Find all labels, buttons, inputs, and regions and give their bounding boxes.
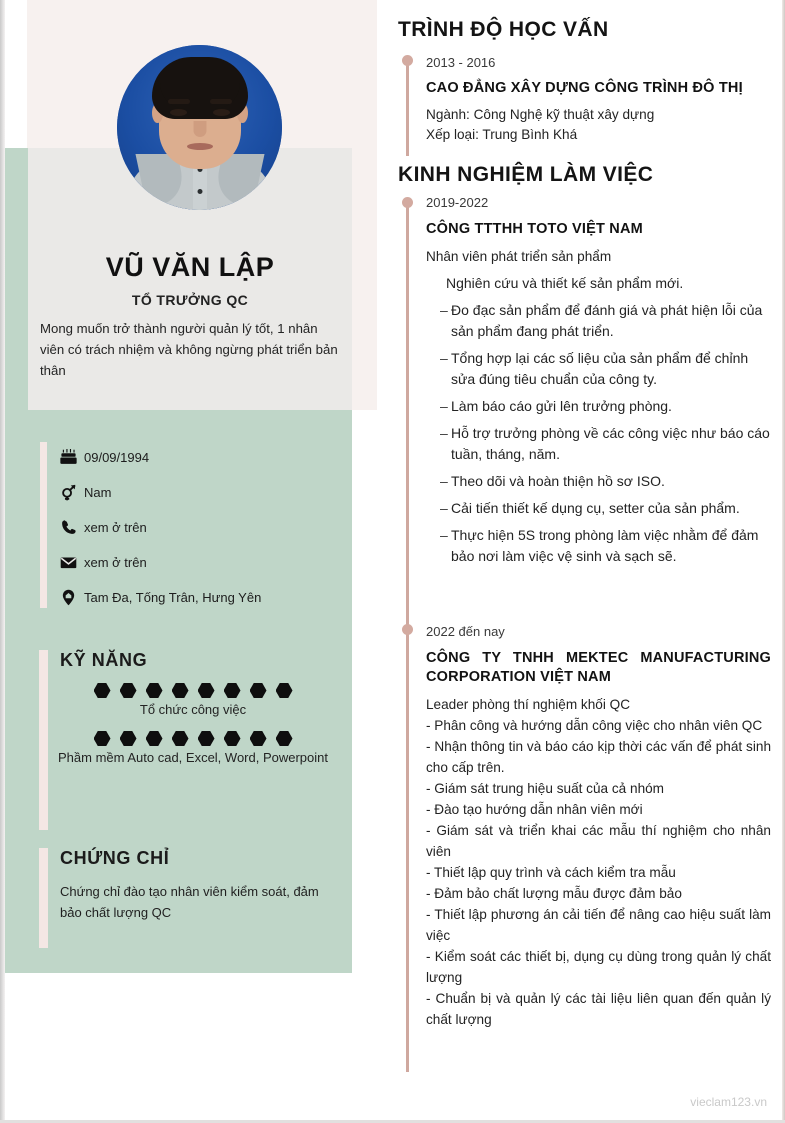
- job-bullet-text: - Giám sát trung hiệu suất của cả nhóm: [426, 781, 665, 796]
- rating-dot: [94, 731, 111, 746]
- rating-dot: [198, 683, 215, 698]
- rating-dot: [120, 683, 137, 698]
- job-company: CÔNG TTTHH TOTO VIỆT NAM: [426, 221, 643, 237]
- job-bullet-text: Thực hiện 5S trong phòng làm việc nhằm để đảm bảo nơi làm việc vệ sinh và sạch sẽ.: [451, 527, 759, 564]
- rating-dot: [276, 683, 293, 698]
- education-major: Ngành: Công Nghệ kỹ thuật xây dựng: [426, 107, 655, 122]
- contact-row-address: [40, 580, 340, 615]
- skills-heading: KỸ NĂNG: [60, 650, 148, 670]
- skill-label: Tổ chức công việc: [139, 702, 247, 717]
- skill-rating-software: [30, 719, 342, 748]
- phone-icon: [56, 519, 80, 536]
- certificate-heading: CHỨNG CHỈ: [60, 848, 170, 868]
- job-bullet: – Thực hiện 5S trong phòng làm việc nhằm để đảm bảo nơi làm việc vệ sinh và sạch sẽ.: [426, 525, 771, 567]
- job-company: CÔNG TY TNHH MEKTEC MANUFACTURING CORPORATION VIỆT NAM: [426, 650, 771, 685]
- job-bullet-text: - Thiết lập phương án cải tiến để nâng cao hiệu suất làm việc: [426, 907, 771, 943]
- job-bullet-text: Làm báo cáo gửi lên trưởng phòng.: [451, 398, 672, 414]
- watermark: vieclam123.vn: [690, 1095, 767, 1109]
- job-bullet: – Đo đạc sản phẩm để đánh giá và phát hiện lỗi của sản phẩm đang phát triển.: [426, 300, 771, 342]
- rating-dot: [146, 683, 163, 698]
- certificate-text: Chứng chỉ đào tạo nhân viên kiểm soát, đảm bảo chất lượng QC: [60, 884, 319, 920]
- gender-icon: [56, 484, 80, 501]
- job-position: Nhân viên phát triển sản phẩm: [426, 249, 612, 264]
- birthday-cake-icon: [56, 449, 80, 466]
- education-timeline-line: [406, 58, 409, 156]
- candidate-name: VŨ VĂN LẬP: [105, 252, 275, 282]
- rating-dot: [94, 683, 111, 698]
- job-period: 2019-2022: [426, 195, 489, 210]
- job-bullet-text: Tổng hợp lại các số liệu của sản phẩm để chỉnh sửa đúng tiêu chuẩn của công ty.: [451, 350, 749, 387]
- envelope-icon: [56, 554, 80, 571]
- education-timeline-dot: [402, 55, 413, 66]
- job-bullet-text: - Chuẩn bị và quản lý các tài liệu liên quan đến quản lý chất lượng: [426, 991, 771, 1027]
- certificate-accent-bar: [39, 848, 48, 948]
- candidate-summary: Mong muốn trở thành người quản lý tốt, 1 nhân viên có trách nhiệm và không ngừng phát triển bản thân: [40, 321, 338, 378]
- job-bullet-text: - Thiết lập quy trình và cách kiểm tra mẫu: [426, 865, 676, 880]
- job-lead: Nghiên cứu và thiết kế sản phẩm mới.: [446, 275, 684, 291]
- rating-dot: [120, 731, 137, 746]
- rating-dot: [146, 731, 163, 746]
- job-bullet-text: Cải tiến thiết kế dụng cụ, setter của sản phẩm.: [451, 500, 740, 516]
- education-period: 2013 - 2016: [426, 55, 496, 70]
- job-bullet-text: Theo dõi và hoàn thiện hồ sơ ISO.: [451, 473, 665, 489]
- rating-dot: [250, 731, 267, 746]
- job-bullet-text: Hỗ trợ trưởng phòng về các công việc như báo cáo tuần, tháng, năm.: [451, 425, 770, 462]
- contact-row-email: [40, 545, 340, 580]
- experience-heading: KINH NGHIỆM LÀM VIỆC: [398, 163, 654, 186]
- contact-row-phone: [40, 510, 340, 545]
- rating-dot: [172, 731, 189, 746]
- job-period: 2022 đến nay: [426, 624, 505, 639]
- job-bullet-text: - Phân công và hướng dẫn công việc cho nhân viên QC: [426, 718, 763, 733]
- rating-dot: [224, 731, 241, 746]
- rating-dot: [198, 731, 215, 746]
- skill-rating-organisation: [30, 671, 342, 700]
- job-bullet-text: - Nhận thông tin và báo cáo kịp thời các vấn để phát sinh cho cấp trên.: [426, 739, 771, 775]
- job1-timeline-line: [406, 205, 409, 630]
- certificate-section: [30, 848, 342, 948]
- job-bullet-text: - Đào tạo hướng dẫn nhân viên mới: [426, 802, 643, 817]
- contact-value: Tam Đa, Tống Trân, Hưng Yên: [84, 590, 262, 605]
- job-position: Leader phòng thí nghiệm khối QC: [426, 697, 631, 712]
- cv-right-column: [398, 0, 773, 1123]
- contact-list: [40, 440, 340, 615]
- job-bullet-text: - Đảm bảo chất lượng mẫu được đảm bảo: [426, 886, 682, 901]
- contact-value: 09/09/1994: [84, 450, 150, 465]
- job-bullet-text: - Kiểm soát các thiết bị, dụng cụ dùng trong quản lý chất lượng: [426, 949, 771, 985]
- job-bullet-text: - Giám sát và triển khai các mẫu thí nghiệm cho nhân viên: [426, 823, 771, 859]
- education-heading: TRÌNH ĐỘ HỌC VẤN: [398, 18, 609, 41]
- skills-section: [30, 650, 342, 830]
- job-bullet: – Hỗ trợ trưởng phòng về các công việc như báo cáo tuần, tháng, năm.: [426, 423, 771, 465]
- rating-dot: [172, 683, 189, 698]
- job-bullet: – Cải tiến thiết kế dụng cụ, setter của sản phẩm.: [426, 498, 771, 519]
- job-bullet-text: Đo đạc sản phẩm để đánh giá và phát hiện lỗi của sản phẩm đang phát triển.: [451, 302, 763, 339]
- job-bullet: – Theo dõi và hoàn thiện hồ sơ ISO.: [426, 471, 771, 492]
- avatar: [117, 45, 282, 210]
- job-bullet: – Làm báo cáo gửi lên trưởng phòng.: [426, 396, 771, 417]
- contact-value: Nam: [84, 485, 112, 500]
- contact-value: xem ở trên: [84, 520, 147, 535]
- job2-timeline-line: [406, 632, 409, 1072]
- skill-label: Phầm mềm Auto cad, Excel, Word, Powerpoint: [58, 750, 328, 765]
- education-grade: Xếp loại: Trung Bình Khá: [426, 127, 578, 142]
- skills-accent-bar: [39, 650, 48, 830]
- rating-dot: [276, 731, 293, 746]
- rating-dot: [250, 683, 267, 698]
- job-bullet: – Tổng hợp lại các số liệu của sản phẩm để chỉnh sửa đúng tiêu chuẩn của công ty.: [426, 348, 771, 390]
- job2-timeline-dot: [402, 624, 413, 635]
- candidate-role: TỔ TRƯỞNG QC: [131, 292, 249, 308]
- contact-value: xem ở trên: [84, 555, 147, 570]
- contact-accent-bar: [40, 442, 47, 608]
- location-pin-icon: [56, 589, 80, 606]
- contact-row-gender: [40, 475, 340, 510]
- contact-row-birthday: [40, 440, 340, 475]
- job1-timeline-dot: [402, 197, 413, 208]
- rating-dot: [224, 683, 241, 698]
- education-school: CAO ĐẲNG XÂY DỰNG CÔNG TRÌNH ĐÔ THỊ: [426, 80, 743, 96]
